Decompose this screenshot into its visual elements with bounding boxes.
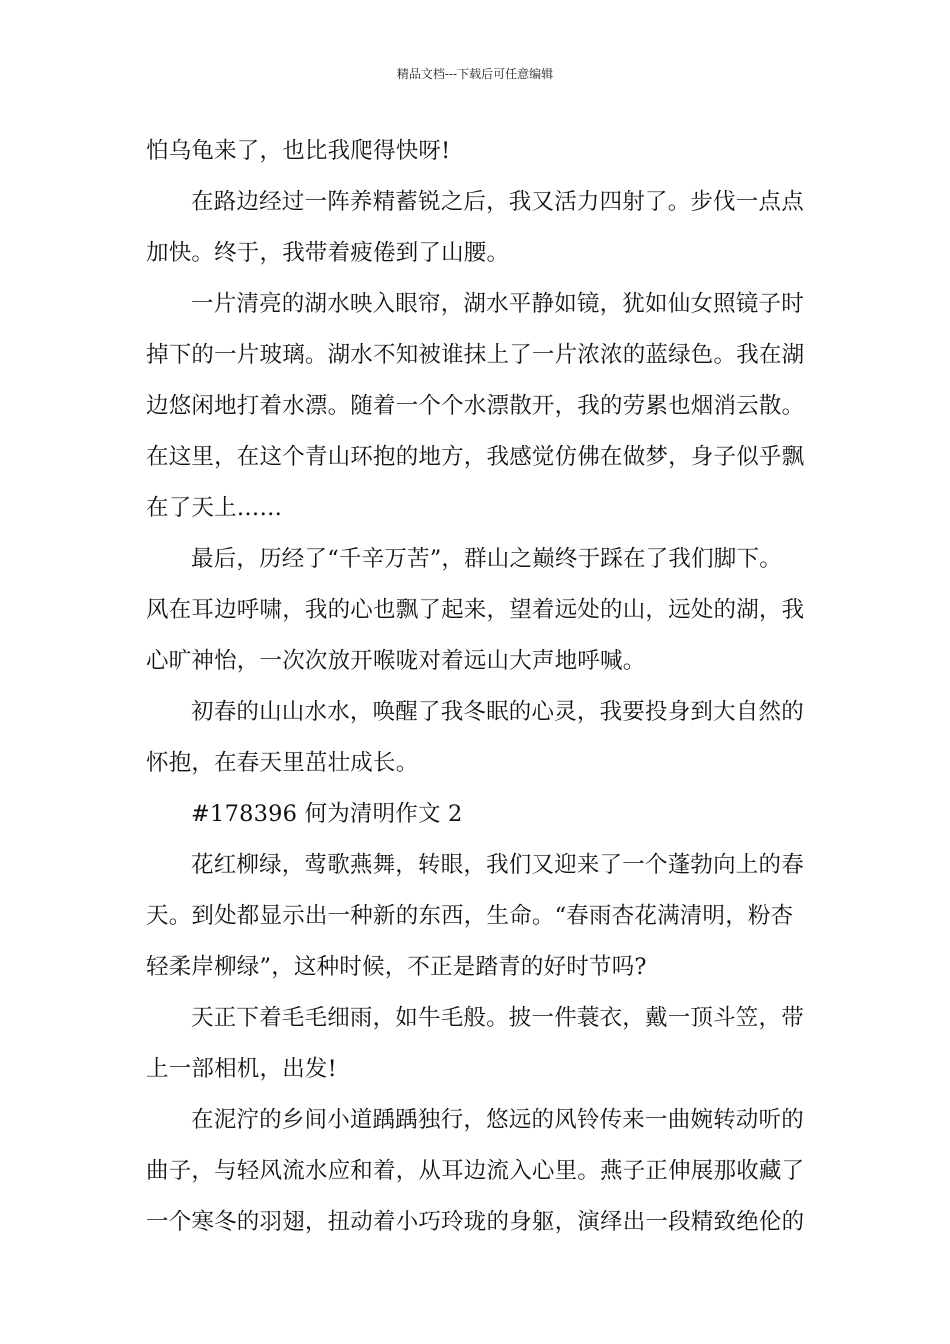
text-line: 心旷神怡，一次次放开喉咙对着远山大声地呼喊。 <box>146 648 646 674</box>
text-line: 一个寒冬的羽翅，扭动着小巧玲珑的身躯，演绎出一段精致绝伦的 <box>146 1209 805 1235</box>
text-line: 上一部相机，出发! <box>146 1056 337 1082</box>
text-line: 风在耳边呼啸，我的心也飘了起来，望着远处的山，远处的湖，我 <box>146 597 805 623</box>
section-heading: #178396 何为清明作文 2 <box>191 801 463 827</box>
text-line: 天正下着毛毛细雨，如牛毛般。披一件蓑衣，戴一顶斗笠，带 <box>191 1005 804 1031</box>
text-line: 在这里，在这个青山环抱的地方，我感觉仿佛在做梦，身子似乎飘 <box>146 444 805 470</box>
text-line: 加快。终于，我带着疲倦到了山腰。 <box>146 240 510 266</box>
text-line: 最后，历经了“千辛万苦”，群山之巅终于踩在了我们脚下。 <box>191 546 782 572</box>
text-line: 掉下的一片玻璃。湖水不知被谁抹上了一片浓浓的蓝绿色。我在湖 <box>146 342 805 368</box>
text-line: 轻柔岸柳绿”，这种时候，不正是踏青的好时节吗? <box>146 954 647 980</box>
text-line: 边悠闲地打着水漂。随着一个个水漂散开，我的劳累也烟消云散。 <box>146 393 805 419</box>
text-line: 怕乌龟来了，也比我爬得快呀! <box>146 138 451 164</box>
text-line: 在路边经过一阵养精蓄锐之后，我又活力四射了。步伐一点点 <box>191 189 804 215</box>
text-line: 怀抱，在春天里茁壮成长。 <box>146 750 419 776</box>
page-header: 精品文档---下载后可任意编辑 <box>396 67 554 81</box>
text-line: 花红柳绿，莺歌燕舞，转眼，我们又迎来了一个蓬勃向上的春 <box>191 852 804 878</box>
text-line: 一片清亮的湖水映入眼帘，湖水平静如镜，犹如仙女照镜子时 <box>191 291 804 317</box>
document-body <box>146 126 816 1248</box>
text-line: 曲子，与轻风流水应和着，从耳边流入心里。燕子正伸展那收藏了 <box>146 1158 805 1184</box>
text-line: 在了天上…… <box>146 495 283 521</box>
text-line: 在泥泞的乡间小道踽踽独行，悠远的风铃传来一曲婉转动听的 <box>191 1107 804 1133</box>
text-line: 初春的山山水水，唤醒了我冬眠的心灵，我要投身到大自然的 <box>191 699 804 725</box>
text-line: 天。到处都显示出一种新的东西，生命。“春雨杏花满清明，粉杏 <box>146 903 794 929</box>
